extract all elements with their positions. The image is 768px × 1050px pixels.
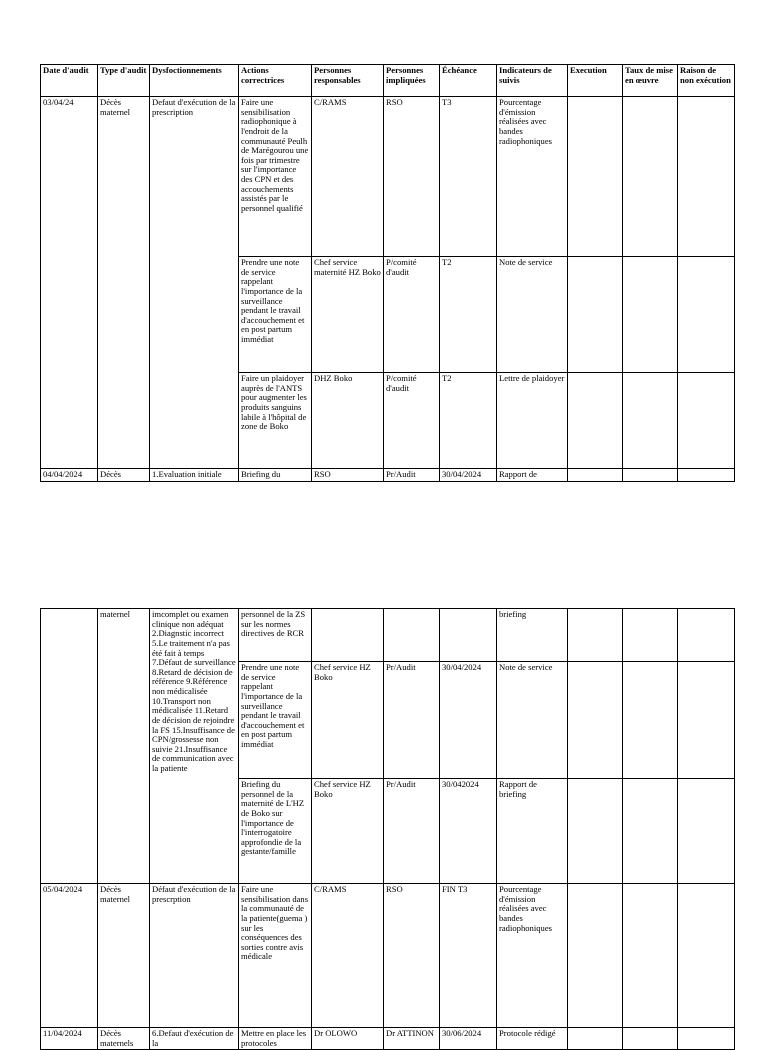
dysfunctions: Defaut d'exécution de la prescription — [150, 97, 239, 469]
header-reason: Raison de non exécution — [678, 65, 735, 97]
rate-cell — [623, 97, 678, 257]
responsible: RSO — [312, 469, 384, 482]
execution-cell — [568, 97, 623, 257]
involved: Pr/Audit — [384, 469, 440, 482]
reason-cell — [678, 469, 735, 482]
dysfunctions: 6.Defaut d'exécution de la — [150, 1028, 239, 1050]
rate-cell — [623, 609, 678, 662]
indicator: Lettre de plaidoyer — [497, 373, 568, 469]
dysfunctions: imcomplet ou examen clinique non adéquat 2.Diagnstic incorrect 5.Le traitement n'a pas été fait à temps 7.Défaut de surveillance 8.Retard de décision de référence 9.Référence non médicalisée 10.Transport non médicalisée 11.Retard de décision de rejoindre la FS 15.Insuffisance de CPN/grossesse non suivie 21.Insuffisance de communication avec la patiente — [150, 609, 239, 884]
indicator: Pourcentage d'émission réalisées avec bandes radiophoniques — [497, 884, 568, 1028]
involved: P/comité d'audit — [384, 373, 440, 469]
audit-type: Décès maternel — [98, 884, 150, 1028]
rate-cell — [623, 373, 678, 469]
audit-date: 11/04/2024 — [41, 1028, 98, 1050]
rate-cell — [623, 257, 678, 373]
reason-cell — [678, 662, 735, 779]
rate-cell — [623, 779, 678, 884]
involved: RSO — [384, 884, 440, 1028]
header-type: Type d'audit — [98, 65, 150, 97]
dysfunctions: 1.Evaluation initiale — [150, 469, 239, 482]
execution-cell — [568, 662, 623, 779]
header-dysfunctions: Dysfoctionnements — [150, 65, 239, 97]
involved: Dr ATTINON — [384, 1028, 440, 1050]
table-row — [41, 884, 735, 1028]
involved — [384, 609, 440, 662]
execution-cell — [568, 609, 623, 662]
deadline: 30/04/2024 — [440, 662, 497, 779]
corrective-action: Faire une sensibilisation dans la communauté de la patiente(guema ) sur les conséquences des sorties contre avis médicale — [239, 884, 312, 1028]
responsible: C/RAMS — [312, 884, 384, 1028]
audit-type: maternel — [98, 609, 150, 884]
audit-type: Décès maternels — [98, 1028, 150, 1050]
audit-table-page-2 — [40, 608, 735, 1050]
involved: Pr/Audit — [384, 779, 440, 884]
responsible: Chef service maternité HZ Boko — [312, 257, 384, 373]
rate-cell — [623, 469, 678, 482]
corrective-action: Prendre une note de service rappelant l'importance de la surveillance pendant le travail d'accouchement et en post partum immédiat — [239, 662, 312, 779]
rate-cell — [623, 1028, 678, 1050]
indicator: Protocole rédigé — [497, 1028, 568, 1050]
corrective-action: Faire une sensibilisation radiophonique à l'endroit de la communauté Peulh de Marégourou une fois par trimestre sur l'importance des CPN et des accouchements assistés par le personnel qualifié — [239, 97, 312, 257]
responsible: C/RAMS — [312, 97, 384, 257]
execution-cell — [568, 779, 623, 884]
corrective-action: Prendre une note de service rappelant l'importance de la surveillance pendant le travail d'accouchement et en post partum immédiat — [239, 257, 312, 373]
execution-cell — [568, 469, 623, 482]
reason-cell — [678, 779, 735, 884]
responsible — [312, 609, 384, 662]
deadline: 30/04/2024 — [440, 469, 497, 482]
reason-cell — [678, 257, 735, 373]
audit-date — [41, 609, 98, 884]
audit-table-page-1 — [40, 64, 735, 482]
rate-cell — [623, 884, 678, 1028]
responsible: Chef service HZ Boko — [312, 779, 384, 884]
reason-cell — [678, 97, 735, 257]
reason-cell — [678, 373, 735, 469]
deadline — [440, 609, 497, 662]
audit-type: Décès — [98, 469, 150, 482]
audit-date: 03/04/24 — [41, 97, 98, 469]
dysfunctions: Défaut d'exécution de la prescrption — [150, 884, 239, 1028]
execution-cell — [568, 373, 623, 469]
deadline: 30/06/2024 — [440, 1028, 497, 1050]
header-rate: Taux de mise en œuvre — [623, 65, 678, 97]
responsible: Dr OLOWO — [312, 1028, 384, 1050]
header-row — [41, 65, 735, 97]
indicator: Note de service — [497, 257, 568, 373]
reason-cell — [678, 609, 735, 662]
reason-cell — [678, 1028, 735, 1050]
responsible: Chef service HZ Boko — [312, 662, 384, 779]
audit-date: 05/04/2024 — [41, 884, 98, 1028]
execution-cell — [568, 1028, 623, 1050]
table-row — [41, 469, 735, 482]
deadline: T2 — [440, 373, 497, 469]
deadline: T3 — [440, 97, 497, 257]
header-involved: Personnes impliquées — [384, 65, 440, 97]
execution-cell — [568, 884, 623, 1028]
header-indicators: Indicateurs de suivis — [497, 65, 568, 97]
indicator: Pourcentage d'émission réalisées avec bandes radiophoniques — [497, 97, 568, 257]
indicator: Note de service — [497, 662, 568, 779]
header-execution: Execution — [568, 65, 623, 97]
corrective-action: Briefing du — [239, 469, 312, 482]
involved: P/comité d'audit — [384, 257, 440, 373]
table-row — [41, 97, 735, 257]
involved: RSO — [384, 97, 440, 257]
table-row — [41, 1028, 735, 1050]
corrective-action: Mettre en place les protocoles — [239, 1028, 312, 1050]
deadline: 30/042024 — [440, 779, 497, 884]
corrective-action: Briefing du personnel de la maternité de L'HZ de Boko sur l'importance de l'interrogatoire approfondie de la gestante/famille — [239, 779, 312, 884]
reason-cell — [678, 884, 735, 1028]
header-date: Date d'audit — [41, 65, 98, 97]
header-actions: Actions correctrices — [239, 65, 312, 97]
deadline: T2 — [440, 257, 497, 373]
corrective-action: personnel de la ZS sur les normes directives de RCR — [239, 609, 312, 662]
indicator: Rapport de — [497, 469, 568, 482]
rate-cell — [623, 662, 678, 779]
audit-date: 04/04/2024 — [41, 469, 98, 482]
responsible: DHZ Boko — [312, 373, 384, 469]
indicator: briefing — [497, 609, 568, 662]
indicator: Rapport de briefing — [497, 779, 568, 884]
corrective-action: Faire un plaidoyer auprès de l'ANTS pour augmenter les produits sanguins labile à l'hôpital de zone de Boko — [239, 373, 312, 469]
deadline: FIN T3 — [440, 884, 497, 1028]
execution-cell — [568, 257, 623, 373]
involved: Pr/Audit — [384, 662, 440, 779]
table-row — [41, 609, 735, 662]
audit-type: Décès maternel — [98, 97, 150, 469]
header-responsible: Personnes responsables — [312, 65, 384, 97]
header-deadline: Échéance — [440, 65, 497, 97]
